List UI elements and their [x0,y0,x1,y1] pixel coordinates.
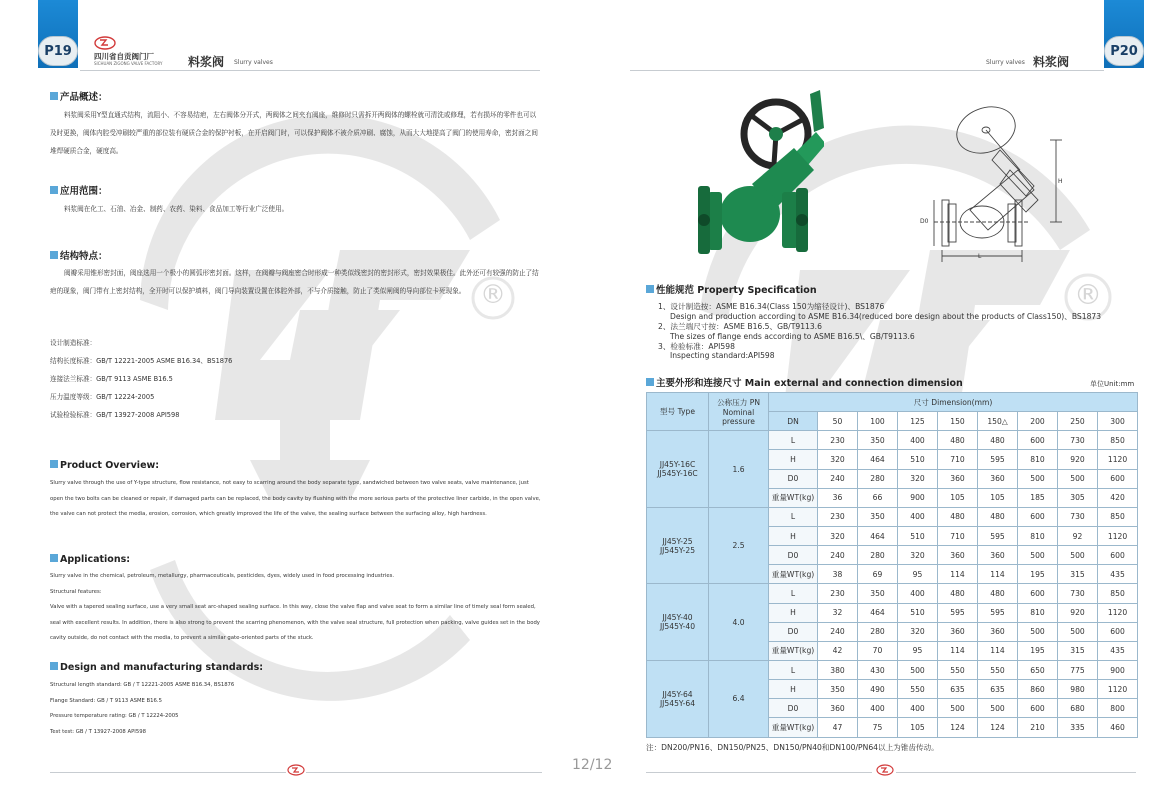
footer-logo-icon [287,764,305,778]
drawing-label-h: H [1058,178,1063,185]
parameter-label: D0 [769,699,818,718]
registered-glyph-right: ® [1074,278,1102,311]
dimension-table [646,392,1138,738]
dimension-value: 850 [1098,584,1138,603]
dn-value: 200 [1018,412,1058,431]
dimension-value: 710 [938,526,978,545]
model-type-name: JJ45Y-25 [662,536,693,546]
dimension-value: 600 [1018,584,1058,603]
dimension-value: 47 [818,718,858,737]
dimension-value: 860 [1018,680,1058,699]
dimension-value: 730 [1058,584,1098,603]
dimension-value: 510 [898,603,938,622]
dimension-value: 360 [978,622,1018,641]
bullet-square-icon [50,251,58,259]
dimension-value: 920 [1058,603,1098,622]
dimension-value: 680 [1058,699,1098,718]
dimension-value: 360 [938,546,978,565]
dimension-value: 1120 [1098,450,1138,469]
dimension-value: 114 [978,641,1018,660]
model-type-name: JJ45Y-40 [662,613,693,623]
nominal-pressure-cell: 6.4 [709,660,769,737]
spec-line: 1、设计制造按：ASME B16.34(Class 150为缩径设计)、BS1876 [658,302,885,311]
table-row [647,660,1138,679]
dimension-value: 92 [1058,526,1098,545]
dimension-value: 335 [1058,718,1098,737]
footer-rule-left-b [306,772,542,773]
spec-line: 2、法兰端尺寸按：ASME B16.5、GB/T9113.6 [658,322,822,331]
parameter-label: L [769,660,818,679]
design-en-heading: Design and manufacturing standards: [50,662,263,673]
model-type-name: JJ545Y-25 [659,545,696,555]
design-en-item: Test test: GB / T 13927-2008 API598 [50,728,146,735]
dimension-value: 66 [858,488,898,507]
dimension-value: 320 [818,450,858,469]
company-logo-icon [94,36,116,50]
dimension-value: 320 [898,469,938,488]
dimension-value: 595 [978,603,1018,622]
dimension-value: 550 [978,660,1018,679]
parameter-label: 重量WT(kg) [769,488,818,507]
dimension-value: 36 [818,488,858,507]
dimension-value: 114 [938,641,978,660]
application-cn-text: 料浆阀在化工、石油、冶金、制药、农药、染料、食品加工等行业广泛使用。 [64,205,289,213]
dimension-value: 360 [978,469,1018,488]
table-note: 注：DN200/PN16、DN150/PN25、DN150/PN40和DN100/PN64以上为锥齿传动。 [646,743,939,752]
dimension-value: 350 [858,507,898,526]
model-type-cell [647,660,709,737]
dimension-value: 464 [858,603,898,622]
dimension-value: 500 [1018,546,1058,565]
nominal-pressure-cell: 4.0 [709,584,769,661]
dimension-value: 595 [938,603,978,622]
standards-cn-item: 压力温度等级：GB/T 12224-2005 [50,393,155,401]
dimension-value: 600 [1018,699,1058,718]
dimension-value: 114 [938,565,978,584]
parameter-label: 重量WT(kg) [769,565,818,584]
dimension-value: 500 [978,699,1018,718]
model-type-name: JJ545Y-64 [659,698,696,708]
dn-value: 150△ [978,412,1018,431]
bullet-square-icon [50,662,58,670]
dimension-value: 105 [938,488,978,507]
dn-value: 250 [1058,412,1098,431]
dimension-value: 195 [1018,565,1058,584]
dimension-value: 800 [1098,699,1138,718]
drawing-label-l: L [978,253,982,260]
footer-rule-right-b [896,772,1136,773]
dimension-table-body [647,393,1138,738]
design-en-item: Flange Standard: GB / T 9113 ASME B16.5 [50,697,162,704]
dimension-value: 42 [818,641,858,660]
dimension-value: 435 [1098,641,1138,660]
slurry-valve-photo [690,88,824,260]
company-name-en: SICHUAN ZIGONG VALVE FACTORY [94,61,163,66]
dimension-value: 510 [898,450,938,469]
right-header-title-en: Slurry valves [986,59,1025,66]
dimension-value: 810 [1018,526,1058,545]
parameter-label: 重量WT(kg) [769,718,818,737]
page-badge-right: P20 [1104,36,1144,66]
model-type-cell [647,431,709,508]
model-type-cell [647,507,709,584]
dimension-value: 350 [858,584,898,603]
dimension-value: 124 [938,718,978,737]
table-row [647,584,1138,603]
dimension-value: 32 [818,603,858,622]
dimension-value: 600 [1098,546,1138,565]
dimension-value: 635 [938,680,978,699]
dimension-value: 315 [1058,565,1098,584]
dimension-value: 320 [898,622,938,641]
dimension-value: 195 [1018,641,1058,660]
dimension-value: 550 [938,660,978,679]
dimension-value: 900 [898,488,938,507]
dimension-value: 315 [1058,641,1098,660]
dimension-value: 350 [818,680,858,699]
overview-en-text: Slurry valve through the use of Y-type structure, flow resistance, not easy to scarring around the body separate type, sandwiched between two valve seats, valve maintenance, just open the two bolts can be cleaned or repair, if damaged parts can be replaced, the body cavity by flushing with the more serious parts of the protective liner carbide, in the open valve, the valve can not protect the media, erosion, corrosion, which greatly improved the life of the valve, the sealing surface between the surfacing alloy, high hardness. [50,480,541,517]
dimension-value: 710 [938,450,978,469]
dimension-value: 600 [1018,431,1058,450]
dimension-value: 464 [858,526,898,545]
table-row [647,507,1138,526]
dimension-value: 1120 [1098,526,1138,545]
dimension-value: 114 [978,565,1018,584]
dimension-value: 600 [1098,469,1138,488]
dimension-value: 400 [898,507,938,526]
spec-heading: 性能规范 Property Specification [646,282,817,296]
footer-rule-right-a [646,772,872,773]
dimension-value: 210 [1018,718,1058,737]
dimension-value: 95 [898,565,938,584]
bullet-square-icon [646,285,654,293]
dimension-value: 400 [858,699,898,718]
drawing-label-do: D0 [920,218,929,225]
dn-value: 50 [818,412,858,431]
dn-label: DN [769,412,818,431]
dimension-value: 550 [898,680,938,699]
dn-value: 100 [858,412,898,431]
dimension-value: 480 [978,507,1018,526]
dimension-value: 500 [1058,469,1098,488]
dimension-value: 480 [978,431,1018,450]
dimension-value: 38 [818,565,858,584]
dimension-value: 595 [978,526,1018,545]
bullet-square-icon [50,460,58,468]
dimension-value: 95 [898,641,938,660]
application-cn-heading: 应用范围： [50,183,108,197]
dimension-value: 280 [858,469,898,488]
dimension-value: 230 [818,507,858,526]
dimension-value: 240 [818,469,858,488]
dimension-value: 185 [1018,488,1058,507]
dimension-value: 75 [858,718,898,737]
dimension-value: 635 [978,680,1018,699]
spec-line: 3、检验标准：API598 [658,342,735,351]
model-type-name: JJ545Y-40 [659,622,696,632]
dimension-value: 480 [938,431,978,450]
dimension-value: 350 [858,431,898,450]
parameter-label: D0 [769,469,818,488]
dimension-value: 305 [1058,488,1098,507]
dimension-value: 730 [1058,431,1098,450]
overview-cn-heading: 产品概述： [50,89,108,103]
table-row [647,431,1138,450]
table-header-row [647,393,1138,412]
dimension-value: 360 [818,699,858,718]
dimension-value: 810 [1018,603,1058,622]
parameter-label: D0 [769,546,818,565]
standards-cn-list [50,334,450,424]
applications-en-line: Valve with a tapered sealing surface, use a very small seat arc-shaped sealing surface. In this way, close the valve flap and valve seat to form a similar line of timely seal form sealed, seal with excellent results. In addition, there is also strong to prevent the scarring phenomenon, with the valve seal structure, full protection when packing, valve guides set in the body cavity outside, do not contact with the media, to prevent a similar gate-oriented parts of the stuck. [50,604,540,641]
parameter-label: L [769,431,818,450]
dimension-value: 360 [978,546,1018,565]
parameter-label: L [769,584,818,603]
dimension-value: 124 [978,718,1018,737]
model-type-name: JJ45Y-64 [662,689,693,699]
dimension-value: 105 [898,718,938,737]
parameter-label: L [769,507,818,526]
dimension-value: 380 [818,660,858,679]
design-en-item: Pressure temperature rating: GB / T 12224-2005 [50,713,179,719]
right-header-title-cn: 料浆阀 [1033,55,1070,69]
dimension-value: 900 [1098,660,1138,679]
unit-label: 单位Unit:mm [1090,380,1135,388]
dimension-value: 920 [1058,450,1098,469]
dimension-value: 480 [978,584,1018,603]
parameter-label: 重量WT(kg) [769,641,818,660]
dimension-value: 320 [818,526,858,545]
dimension-value: 650 [1018,660,1058,679]
nominal-pressure-cell: 1.6 [709,431,769,508]
dimension-value: 400 [898,431,938,450]
applications-en-text [50,569,542,647]
applications-en-line: Slurry valve in the chemical, petroleum, metallurgy, pharmaceuticals, pesticides, dyes, widely used in food processing industries. [50,573,395,579]
bullet-square-icon [50,186,58,194]
dimension-value: 360 [938,469,978,488]
dimension-value: 775 [1058,660,1098,679]
dimension-value: 435 [1098,565,1138,584]
dimension-value: 360 [938,622,978,641]
dn-value: 125 [898,412,938,431]
dimension-value: 69 [858,565,898,584]
dimension-value: 420 [1098,488,1138,507]
parameter-label: H [769,526,818,545]
dn-value: 150 [938,412,978,431]
dimension-value: 430 [858,660,898,679]
dimension-value: 400 [898,584,938,603]
design-en-list [50,678,542,740]
bullet-square-icon [50,554,58,562]
dimension-value: 510 [898,526,938,545]
spec-line: The sizes of flange ends according to ASME B16.5\、GB/T9113.6 [670,332,915,341]
dimension-value: 500 [1018,622,1058,641]
design-en-item: Structural length standard: GB / T 12221-2005 ASME B16.34, BS1876 [50,682,235,688]
valve-technical-drawing [930,100,1070,270]
header-dimension: 尺寸 Dimension(mm) [769,393,1138,412]
header-rule-left [80,70,540,71]
header-rule-right [630,70,1104,71]
page-badge-left: P19 [38,36,78,66]
standards-cn-item: 结构长度标准：GB/T 12221-2005 ASME B16.34、BS1876 [50,357,233,365]
registered-glyph-left: ® [480,280,506,310]
dimension-value: 480 [938,584,978,603]
overview-en-heading: Product Overview: [50,460,159,471]
standards-cn-item: 连接法兰标准：GB/T 9113 ASME B16.5 [50,375,173,383]
dimension-value: 600 [1018,507,1058,526]
dimension-value: 280 [858,546,898,565]
left-header-title-cn: 料浆阀 [188,55,225,69]
model-type-cell [647,584,709,661]
dimension-value: 230 [818,584,858,603]
dimension-value: 464 [858,450,898,469]
parameter-label: H [769,603,818,622]
dimension-value: 500 [1058,546,1098,565]
dimension-value: 500 [898,660,938,679]
structure-cn-heading: 结构特点： [50,248,108,262]
company-name-cn: 四川省自贡阀门厂 [94,52,154,61]
parameter-label: H [769,450,818,469]
model-type-name: JJ545Y-16C [657,469,698,479]
dimension-value: 70 [858,641,898,660]
standards-cn-item: 设计制造标准： [50,339,97,347]
dimension-value: 850 [1098,507,1138,526]
applications-en-heading: Applications: [50,554,130,565]
dimension-value: 595 [978,450,1018,469]
dimension-value: 500 [1058,622,1098,641]
nominal-pressure-cell: 2.5 [709,507,769,584]
left-header-title-en: Slurry valves [234,59,273,66]
footer-rule-left-a [50,772,286,773]
dimension-value: 600 [1098,622,1138,641]
dimension-value: 850 [1098,431,1138,450]
dimension-value: 730 [1058,507,1098,526]
dimension-value: 490 [858,680,898,699]
dimension-value: 240 [818,622,858,641]
structure-cn-text: 阀瓣采用锥形密封面，阀座选用一个极小的圆弧形密封面。这样，在阀瓣与阀座密合时形成一种类似线密封的密封形式，密封效果极佳。此外还可有较强的防止了结疤的现象，阀门带有上密封结构，全开时可以保护填料，阀门导向装置设置在体腔外部，不与介质接触，防止了类似闸阀的导向部位卡死现象。 [50,269,539,295]
dimension-heading: 主要外形和连接尺寸 Main external and connection dimension [646,375,963,389]
dimension-value: 240 [818,546,858,565]
dimension-value: 480 [938,507,978,526]
header-type: 型号 Type [647,393,709,431]
standards-cn-item: 试验检验标准：GB/T 13927-2008 API598 [50,411,180,419]
bullet-square-icon [50,92,58,100]
dimension-value: 980 [1058,680,1098,699]
model-type-name: JJ45Y-16C [659,460,696,470]
dimension-value: 460 [1098,718,1138,737]
parameter-label: H [769,680,818,699]
dn-value: 300 [1098,412,1138,431]
parameter-label: D0 [769,622,818,641]
dimension-value: 500 [1018,469,1058,488]
spec-line: Inspecting standard:API598 [670,351,775,360]
dimension-value: 1120 [1098,603,1138,622]
header-pressure: 公称压力 PN Nominal pressure [709,393,769,431]
dimension-value: 1120 [1098,680,1138,699]
overview-cn-text: 料浆阀采用Y型直通式结构，流阻小、不容易结疤，左右阀体分开式，两阀体之间夹有阀座，维修时只需拆开两阀体的螺栓就可清洗或修理，若有损坏的零件也可以及时更换，阀体内腔受冲刷较严重的部位装有硬质合金的保护衬板，在开启阀门时，可以保护阀体不被介质冲刷、腐蚀，从而大大地提高了阀门的使用寿命，密封面之间堆焊硬质合金，硬度高。 [50,111,538,155]
bullet-square-icon [646,378,654,386]
applications-en-line: Structural features: [50,588,102,595]
dimension-value: 105 [978,488,1018,507]
dimension-value: 280 [858,622,898,641]
dimension-value: 320 [898,546,938,565]
dimension-value: 810 [1018,450,1058,469]
dimension-value: 500 [938,699,978,718]
spec-line: Design and production according to ASME B16.34(reduced bore design about the products of Class150)、BS1873 [670,312,1102,321]
dimension-value: 230 [818,431,858,450]
footer-logo-icon [876,764,894,778]
page-number: 12/12 [572,757,613,773]
dimension-value: 400 [898,699,938,718]
